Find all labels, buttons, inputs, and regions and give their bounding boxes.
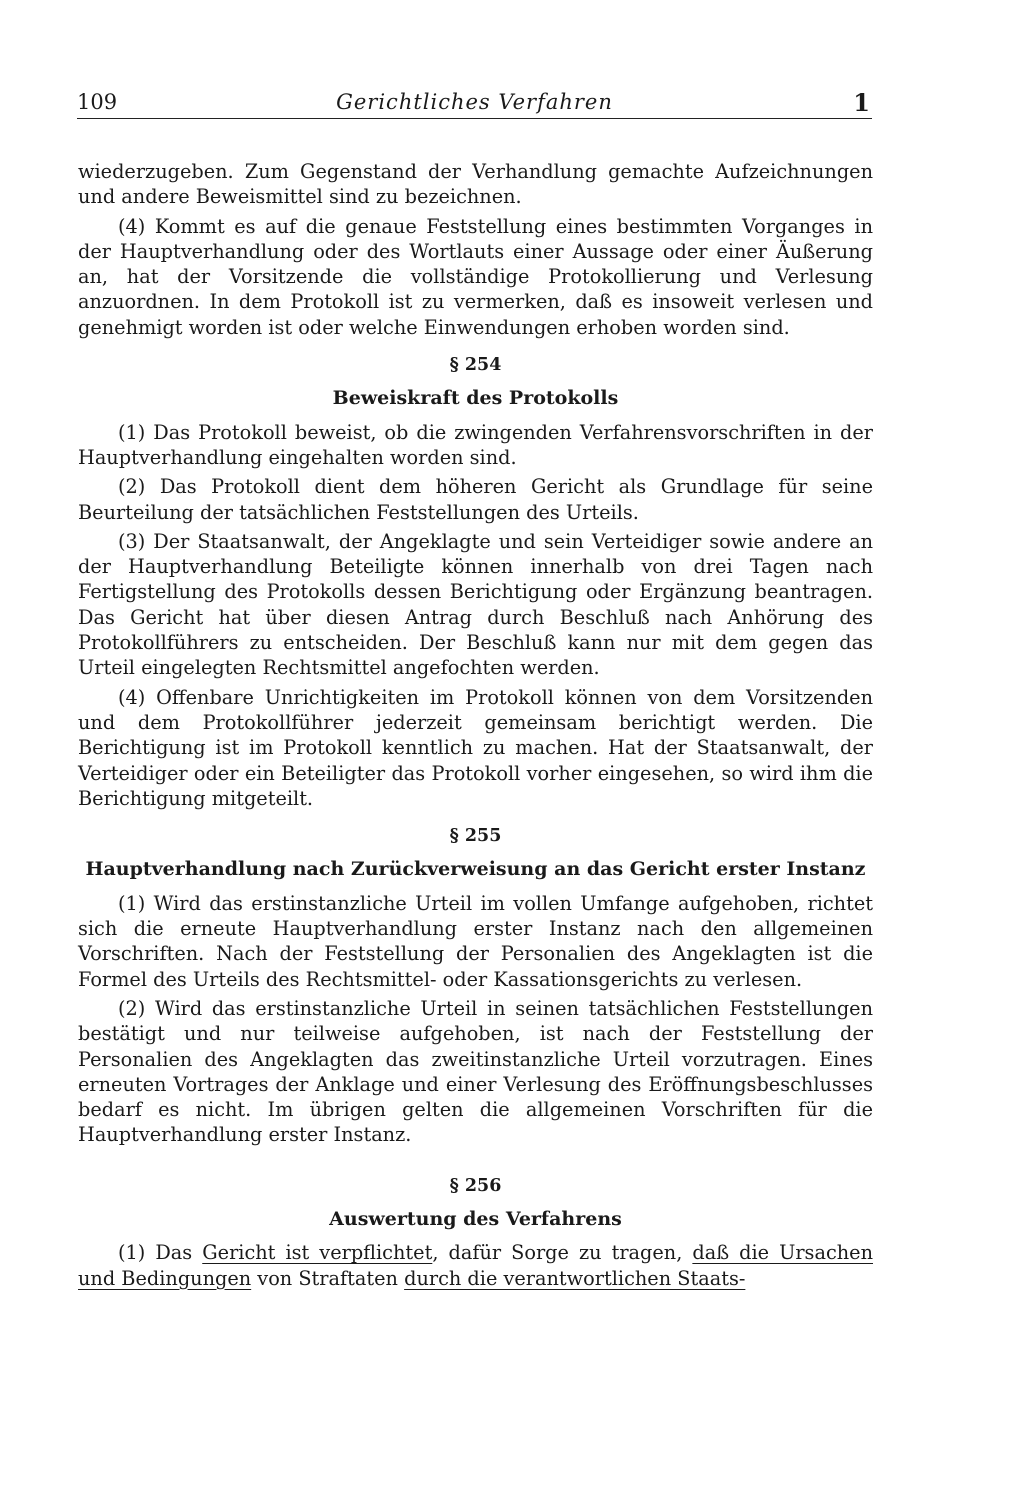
paragraph-254-4: (4) Offenbare Unrichtigkeiten im Protokoll können von dem Vorsitzenden und dem Protokollführer jederzeit gemeinsam berichtigt werden. Die Berichtigung ist im Protokoll kenntlich zu machen. Hat der Staatsanwalt, der Verteidiger oder ein Beteiligter das Protokoll vorher eingesehen, so wird ihm die Berichtigung mitgeteilt.: [78, 685, 873, 810]
section-256-number: § 256: [449, 1175, 502, 1196]
continued-paragraph: wiederzugeben. Zum Gegenstand der Verhandlung gemachte Aufzeichnungen und andere Beweismittel sind zu bezeichnen.: [78, 160, 873, 209]
text-run: , dafür Sorge zu tragen,: [432, 1241, 693, 1265]
underlined-text: daß die Ursachen: [692, 1241, 873, 1265]
running-header: [77, 88, 872, 119]
page-number: 109: [77, 90, 118, 114]
paragraph-255-2: (2) Wird das erstinstanzliche Urteil in seinen tatsächlichen Feststellungen bestätigt und nur teilweise aufgehoben, ist nach der Feststellung der Personalien des Angeklagten das zweitinstanzliche Urteil vorzutragen. Eines erneuten Vortrages der Anklage und einer Verlesung des Eröffnungsbeschlusses bedarf es nicht. Im übrigen gelten die allgemeinen Vorschriften für die Hauptverhandlung erster Instanz.: [78, 996, 873, 1147]
section-254-number: § 254: [449, 355, 502, 376]
underlined-text: durch die verantwortlichen Staats-: [404, 1266, 746, 1290]
section-254-title: Beweiskraft des Protokolls: [332, 387, 619, 410]
paragraph-256-1: [78, 1240, 873, 1291]
section-256-title: Auswertung des Verfahrens: [329, 1207, 622, 1230]
paragraph-255-1: (1) Wird das erstinstanzliche Urteil im vollen Umfange aufgehoben, richtet sich die erneute Hauptverhandlung erster Instanz nach den allgemeinen Vorschriften. Nach der Feststellung der Personalien des Angeklagten ist die Formel des Urteils des Rechtsmittel- oder Kassationsgerichts zu verlesen.: [78, 891, 873, 991]
paragraph-254-3: (3) Der Staatsanwalt, der Angeklagte und sein Verteidiger sowie andere an der Hauptverhandlung Beteiligte können innerhalb von drei Tagen nach Fertigstellung des Protokolls dessen Berichtigung oder Ergänzung beantragen. Das Gericht hat über diesen Antrag durch Beschluß nach Anhörung des Protokollführers zu entscheiden. Der Beschluß kann nur mit dem gegen das Urteil eingelegten Rechtsmittel angefochten werden.: [78, 529, 873, 680]
paragraph-253-4: (4) Kommt es auf die genaue Feststellung eines bestimmten Vorganges in der Hauptverhandlung oder des Wortlauts einer Aussage oder einer Äußerung an, hat der Vorsitzende die vollständige Protokollierung und Verlesung anzuordnen. In dem Protokoll ist zu vermerken, daß es insoweit verlesen und genehmigt worden ist oder welche Einwendungen erhoben worden sind.: [78, 214, 873, 339]
text-run: (1) Das: [118, 1241, 203, 1265]
paragraph-254-1: (1) Das Protokoll beweist, ob die zwingenden Verfahrensvorschriften in der Hauptverhandlung eingehalten worden sind.: [78, 420, 873, 469]
header-title: Gerichtliches Verfahren: [336, 90, 613, 114]
paragraph-254-2: (2) Das Protokoll dient dem höheren Gericht als Grundlage für seine Beurteilung der tatsächlichen Feststellungen des Urteils.: [78, 475, 873, 524]
text-run: von Straftaten: [251, 1266, 405, 1290]
chapter-number: 1: [853, 88, 870, 117]
page-body: [78, 159, 873, 1295]
underlined-text: und Bedingungen: [78, 1266, 252, 1290]
section-255-title: Hauptverhandlung nach Zurückverweisung an das Gericht erster Instanz: [85, 858, 866, 881]
section-255-number: § 255: [449, 826, 502, 847]
underlined-text: Gericht ist verpflichtet: [202, 1241, 433, 1265]
